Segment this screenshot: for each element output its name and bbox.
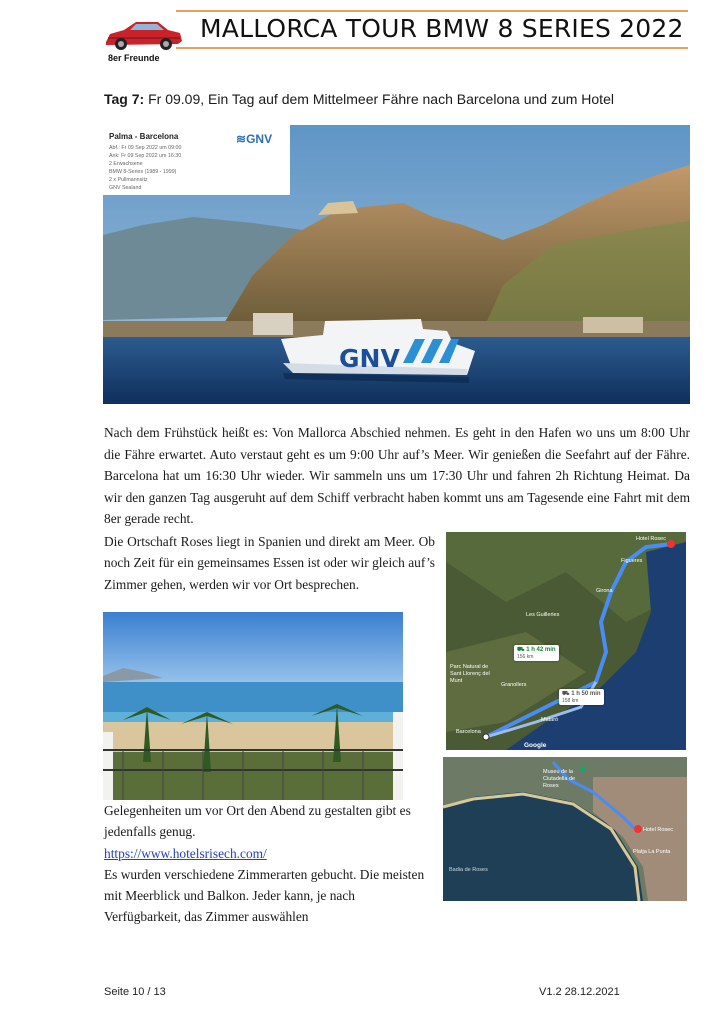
route-badge-primary: ⛟ 1 h 42 min 156 km xyxy=(514,645,559,661)
roses-paragraph: Die Ortschaft Roses liegt in Spanien und direkt am Meer. Ob noch Zeit für ein gemeinsames Essen ist oder wir gleich auf’s Zimmer gehen, werden wir vor Ort besprechen. xyxy=(104,534,435,592)
day-label: Tag 7: xyxy=(104,91,145,107)
ticket-seats: 2 x Pullmannsitz xyxy=(109,177,148,183)
hotel-paragraph xyxy=(104,800,432,928)
document-title: MALLORCA TOUR BMW 8 SERIES 2022 xyxy=(200,14,684,43)
ticket-route: Palma - Barcelona xyxy=(109,132,179,141)
map2-beach-label: Platja La Punta xyxy=(633,849,671,855)
ticket-vehicle: BMW 8-Series (1989 - 1999) xyxy=(109,169,177,175)
day-description: Fr 09.09, Ein Tag auf dem Mittelmeer Fähre nach Barcelona und zum Hotel xyxy=(144,91,614,107)
place-granollers: Granollers xyxy=(501,682,527,688)
gnv-logo xyxy=(236,132,272,146)
place-figueres: Figueres xyxy=(621,558,643,564)
place-mataro: Mataró xyxy=(541,717,559,723)
car-icon: ⛟ xyxy=(517,647,527,653)
route-badge-alternative: ⛟ 1 h 50 min 158 km xyxy=(559,689,604,705)
place-sant-llorenc: Parc Natural de Sant Llorenç del Munt xyxy=(450,664,490,684)
version-date: V1.2 28.12.2021 xyxy=(539,986,620,998)
brand-text: GNV xyxy=(246,132,273,146)
roses-detail-map xyxy=(443,757,687,901)
place-girona: Girona xyxy=(596,588,613,594)
ferry-ticket-summary xyxy=(103,125,290,195)
hotel-balcony-photo xyxy=(103,612,403,800)
map2-bay-label: Badia de Roses xyxy=(449,867,488,873)
wave-icon: ≋ xyxy=(236,132,247,146)
logo-caption: 8er Freunde xyxy=(108,53,160,63)
page-number: Seite 10 / 13 xyxy=(104,986,166,998)
map2-hotel-label: Hotel Rosec xyxy=(643,827,673,833)
map-destination: Hotel Rosec xyxy=(636,536,666,542)
hotel-website-link[interactable]: https://www.hotelsrisech.com/ xyxy=(104,845,267,861)
route-map xyxy=(446,532,686,750)
map2-museum-label: Museu de la Ciutadella de Roses xyxy=(543,769,576,789)
ticket-ship: GNV Sealand xyxy=(109,185,142,191)
google-attribution: Google xyxy=(524,742,547,749)
ticket-departure: Abf.: Fr 09 Sep 2022 um 09:00 xyxy=(109,145,182,151)
bmw-8-series-car-logo xyxy=(102,16,184,54)
hotel-intro: Gelegenheiten um vor Ort den Abend zu gestalten gibt es jedenfalls genug. xyxy=(104,803,411,840)
header-rule-bottom xyxy=(176,47,688,49)
place-les-guilleries: Les Guilleries xyxy=(526,612,560,618)
ship-name: GNV xyxy=(339,344,400,373)
car-icon: ⛟ xyxy=(562,691,572,697)
day-heading xyxy=(104,91,614,107)
ticket-passengers: 2 Erwachsene xyxy=(109,161,143,167)
map-origin: Barcelona xyxy=(456,729,481,735)
day-description-paragraph: Nach dem Frühstück heißt es: Von Mallorca Abschied nehmen. Es geht in den Hafen wo uns um 8:00 Uhr die Fähre erwartet. Auto verstaut geht es um 9:00 Uhr auf’s Meer. Wir genießen die Seefahrt auf der Fähre. Barcelona hat um 16:30 Uhr wieder. Wir sammeln uns um 17:30 Uhr und fahren 2h Richtung Heimat. Da wir den ganzen Tag ausgeruht auf dem Schiff verbracht haben kommt uns am Tagesende eine Fahrt mit dem 8er gerade recht. xyxy=(104,425,690,526)
header-rule-top xyxy=(176,10,688,12)
ticket-arrival: Ank: Fr 09 Sep 2022 um 16:30 xyxy=(109,153,182,159)
hotel-rooms-text: Es wurden verschiedene Zimmerarten gebucht. Die meisten mit Meerblick und Balkon. Jeder kann, je nach Verfügbarkeit, das Zimmer auswählen xyxy=(104,866,425,925)
